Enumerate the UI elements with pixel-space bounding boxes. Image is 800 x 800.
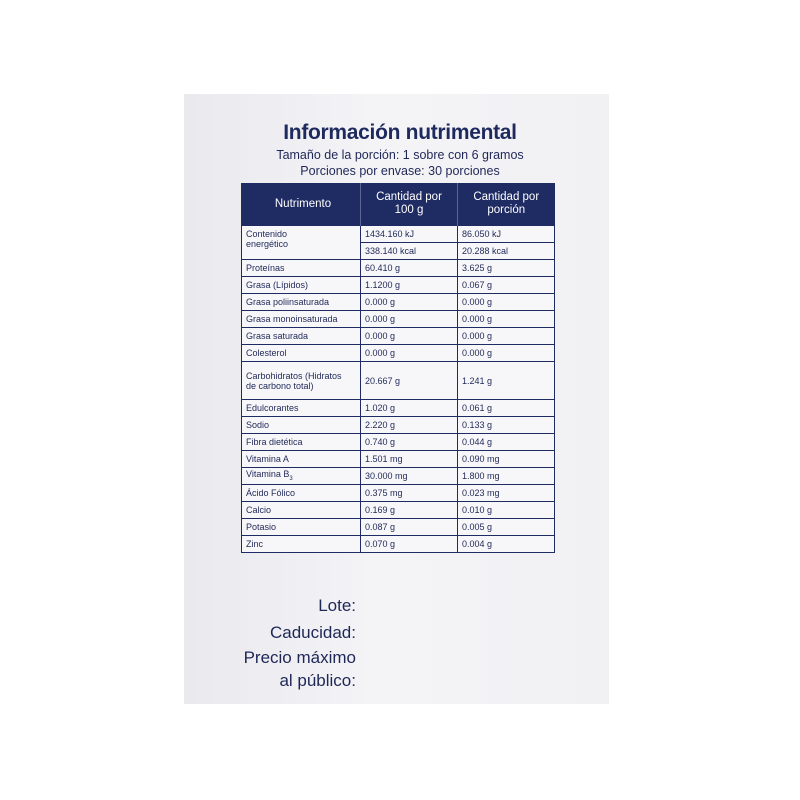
nutrient-name: Vitamina $B_3$ [242,468,361,485]
energy-kcal-100g: 338.140 kcal [361,243,458,260]
expiry-label: Caducidad: [269,623,356,642]
value-per-100g: 0.000 g [361,328,458,345]
table-row [242,468,555,485]
nutrient-name: Vitamina A [242,451,361,468]
nutrient-name: Grasa (Lípidos) [242,277,361,294]
table-row [242,294,555,311]
value-per-portion: 0.044 g [458,434,555,451]
value-per-portion: 0.000 g [458,328,555,345]
nutrition-table [241,183,555,553]
value-per-portion: 1.800 mg [458,468,555,485]
table-row [242,328,555,345]
nutrient-name: Grasa monoinsaturada [242,311,361,328]
value-per-portion: 0.004 g [458,536,555,553]
value-per-100g: 20.667 g [361,362,458,400]
value-per-portion: 0.133 g [458,417,555,434]
value-per-portion: 0.010 g [458,502,555,519]
value-per-portion: 0.023 mg [458,485,555,502]
energy-kj-100g: 1434.160 kJ [361,226,458,243]
nutrient-name: Colesterol [242,345,361,362]
nutrient-name: Zinc [242,536,361,553]
max-price-label-line2: al público: [279,671,356,690]
header-per-portion: Cantidad por porción [458,183,555,226]
value-per-100g: 0.375 mg [361,485,458,502]
value-per-portion: 0.000 g [458,345,555,362]
value-per-100g: 60.410 g [361,260,458,277]
value-per-portion: 0.000 g [458,311,555,328]
value-per-portion: 0.090 mg [458,451,555,468]
value-per-portion: 1.241 g [458,362,555,400]
table-row [242,536,555,553]
nutrient-name: Grasa poliinsaturada [242,294,361,311]
value-per-100g: 0.740 g [361,434,458,451]
table-row [242,260,555,277]
label-title: Información nutrimental [283,121,517,144]
nutrient-name: Sodio [242,417,361,434]
value-per-100g: 1.020 g [361,400,458,417]
energy-kcal-portion: 20.288 kcal [458,243,555,260]
nutrient-name: Calcio [242,502,361,519]
value-per-100g: 1.501 mg [361,451,458,468]
table-row [242,311,555,328]
table-row [242,502,555,519]
table-row [242,277,555,294]
value-per-100g: 30.000 mg [361,468,458,485]
table-row [242,400,555,417]
value-per-portion: 0.067 g [458,277,555,294]
max-price-label-line1: Precio máximo [243,648,356,667]
value-per-100g: 1.1200 g [361,277,458,294]
table-row [242,362,555,400]
table-row [242,434,555,451]
table-row [242,345,555,362]
nutrient-name: Potasio [242,519,361,536]
nutrient-name: Grasa saturada [242,328,361,345]
nutrient-name: Proteínas [242,260,361,277]
nutrient-name: Fibra dietética [242,434,361,451]
nutrient-name: Carbohidratos (Hidratos de carbono total) [242,362,361,400]
table-header-row [242,183,555,226]
value-per-100g: 0.169 g [361,502,458,519]
energy-kj-portion: 86.050 kJ [458,226,555,243]
table-row [242,485,555,502]
value-per-100g: 0.087 g [361,519,458,536]
lot-label: Lote: [318,596,356,615]
nutrient-name: Edulcorantes [242,400,361,417]
value-per-100g: 2.220 g [361,417,458,434]
portion-size: Tamaño de la porción: 1 sobre con 6 gramos [276,148,524,162]
energy-label: Contenido energético [242,226,361,260]
value-per-100g: 0.000 g [361,294,458,311]
value-per-portion: 0.061 g [458,400,555,417]
servings-per-package: Porciones por envase: 30 porciones [300,164,500,178]
value-per-portion: 0.000 g [458,294,555,311]
nutrient-name: Ácido Fólico [242,485,361,502]
header-per-100g: Cantidad por 100 g [361,183,458,226]
value-per-portion: 3.625 g [458,260,555,277]
table-row [242,519,555,536]
value-per-portion: 0.005 g [458,519,555,536]
value-per-100g: 0.000 g [361,345,458,362]
header-nutrient: Nutrimento [242,183,361,226]
table-row [242,451,555,468]
value-per-100g: 0.070 g [361,536,458,553]
value-per-100g: 0.000 g [361,311,458,328]
table-row [242,417,555,434]
table-row-energy-kj [242,226,555,243]
